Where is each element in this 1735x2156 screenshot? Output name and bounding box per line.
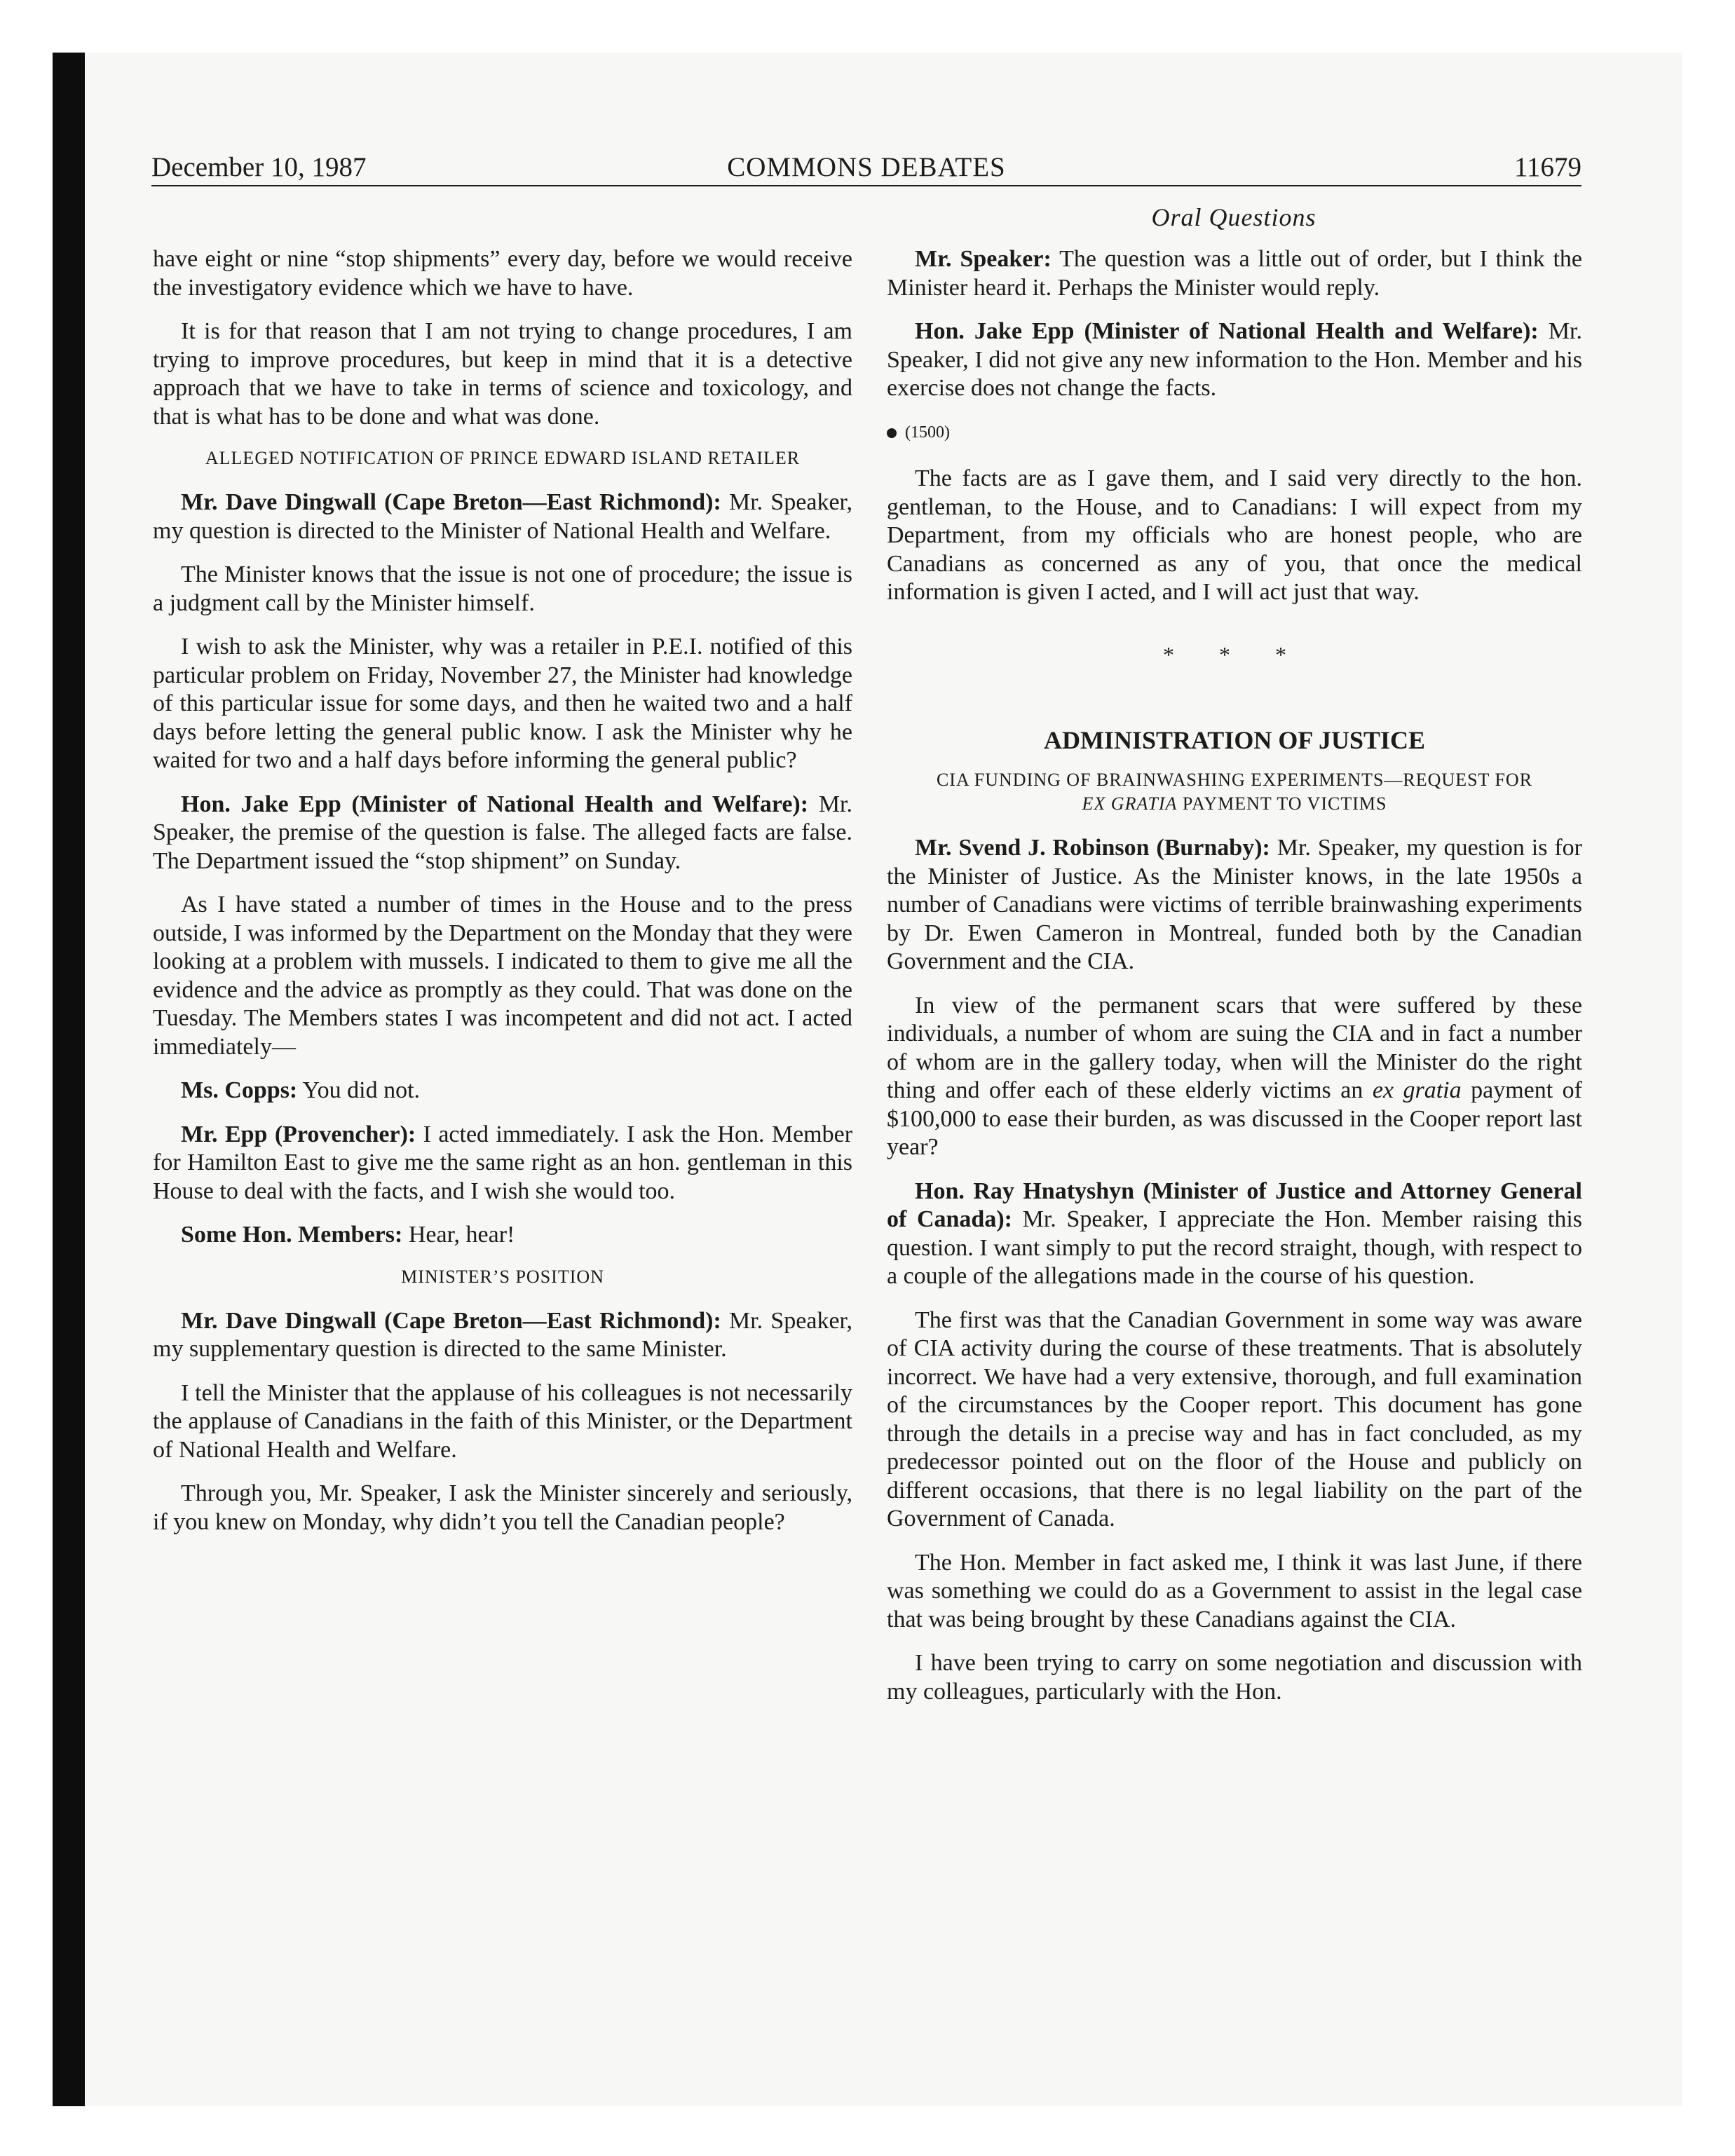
subheading-line: CIA FUNDING OF BRAINWASHING EXPERIMENTS—REQUEST FOR — [936, 770, 1533, 790]
scan-edge — [53, 53, 85, 2106]
speech-paragraph — [153, 489, 852, 545]
italic-text: ex gratia — [1372, 1077, 1462, 1103]
subheading — [887, 768, 1582, 816]
speaker-name: Hon. Jake Epp (Minister of National Health and Welfare): — [181, 791, 809, 817]
running-head — [151, 150, 1581, 185]
paragraph-text: In view of the permanent scars that were suffered by these individuals, a number of whom are suing the CIA and in fact a number of whom are in the gallery today, when will the Minister do the right thing and offer each of these elderly victims an — [887, 992, 1582, 1103]
time-stamp: (1500) — [905, 423, 950, 442]
speaker-name: Some Hon. Members: — [181, 1222, 403, 1248]
paragraph: Through you, Mr. Speaker, I ask the Minister sincerely and seriously, if you knew on Monday, why didn’t you tell the Canadian people? — [153, 1480, 852, 1535]
paragraph: I have been trying to carry on some negotiation and discussion with my colleagues, particularly with the Hon. — [887, 1650, 1582, 1705]
paragraph — [887, 992, 1582, 1162]
speech-paragraph — [153, 1221, 852, 1250]
paragraph: I tell the Minister that the applause of his colleagues is not necessarily the applause of Canadians in the faith of this Minister, or the Department of National Health and Welfare. — [153, 1379, 852, 1463]
speech-paragraph — [887, 245, 1582, 302]
paragraph-text: payment of $100,000 to ease their burden, as was discussed in the Cooper report last year? — [887, 1077, 1582, 1160]
speech-text: Mr. Speaker, my question is directed to the Minister of National Health and Welfare. — [153, 489, 852, 544]
speaker-name: Mr. Epp (Provencher): — [181, 1121, 416, 1147]
speaker-name: Ms. Copps: — [181, 1077, 298, 1103]
speech-paragraph — [153, 791, 852, 876]
left-column — [153, 245, 852, 1552]
speech-text: I acted immediately. I ask the Hon. Member for Hamilton East to give me the same right as an hon. gentleman in this House to deal with the facts, and I wish she would too. — [153, 1121, 853, 1204]
header-date: December 10, 1987 — [151, 152, 367, 182]
speech-text: Mr. Speaker, I did not give any new information to the Hon. Member and his exercise does not change the facts. — [887, 318, 1582, 401]
section-break-stars: * * * — [1163, 641, 1306, 667]
paragraph: The Minister knows that the issue is not one of procedure; the issue is a judgment call by the Minister himself. — [153, 561, 852, 616]
subheading-line: PAYMENT TO VICTIMS — [1177, 793, 1387, 814]
paragraph: I wish to ask the Minister, why was a retailer in P.E.I. notified of this particular problem on Friday, November 27, the Minister had knowledge of this particular issue for some days, and then he waited two and a half days before letting the general public know. I ask the Minister why he waited for two and a half days before informing the general public? — [153, 634, 852, 773]
speech-paragraph — [887, 1178, 1582, 1291]
header-title: COMMONS DEBATES — [727, 152, 1006, 182]
speech-text: Mr. Speaker, my supplementary question is directed to the same Minister. — [153, 1307, 852, 1362]
speaker-name: Mr. Dave Dingwall (Cape Breton—East Richmond): — [181, 1307, 721, 1334]
header-rule — [151, 185, 1581, 186]
paragraph: The facts are as I gave them, and I said very directly to the hon. gentleman, to the House, and to Canadians: I will expect from my Department, from my officials who are honest people, who are Canadians as concerned as any of you, that once the medical information is given I acted, and I will act just that way. — [887, 465, 1582, 605]
subheading: ALLEGED NOTIFICATION OF PRINCE EDWARD ISLAND RETAILER — [205, 448, 801, 468]
speech-text: Mr. Speaker, my question is for the Minister of Justice. As the Minister knows, in the late 1950s a number of Canadians were victims of terrible brainwashing experiments by Dr. Ewen Cameron in Montreal, funded both by the Canadian Government and the CIA. — [887, 835, 1582, 974]
speaker-name: Hon. Jake Epp (Minister of National Health and Welfare): — [915, 318, 1539, 344]
speech-text: You did not. — [302, 1077, 421, 1103]
speech-paragraph — [887, 318, 1582, 403]
speech-text: Hear, hear! — [408, 1222, 515, 1248]
speaker-name: Mr. Speaker: — [915, 246, 1052, 272]
speaker-name: Hon. Ray Hnatyshyn (Minister of Justice and Attorney General of Canada): — [887, 1178, 1582, 1232]
paragraph: have eight or nine “stop shipments” every day, before we would receive the investigatory evidence which we have to have. — [153, 246, 852, 301]
speech-paragraph — [153, 1077, 852, 1105]
subheading: MINISTER’S POSITION — [401, 1266, 604, 1287]
paragraph: As I have stated a number of times in the House and to the press outside, I was informed by the Department on the Monday that they were looking at a problem with mussels. I indicated to them to give me all the evidence and the advice as promptly as they could. That was done on the Tuesday. The Members states I was incompetent and did not act. I acted immediately— — [153, 892, 853, 1060]
header-page-number: 11679 — [1513, 152, 1581, 182]
paragraph: The first was that the Canadian Government in some way was aware of CIA activity during the course of these treatments. That is absolutely incorrect. We have had a very extensive, thorough, and full examination of the circumstances by the Cooper report. This document has gone through the details in a precise way and has in fact concluded, as my predecessor pointed out on the floor of the House and publicly on different occasions, that there is no legal liability on the part of the Government of Canada. — [887, 1306, 1582, 1531]
subheading-italic: EX GRATIA — [1082, 793, 1178, 814]
section-label: Oral Questions — [1151, 203, 1316, 231]
paragraph: It is for that reason that I am not trying to change procedures, I am trying to improve procedures, but keep in mind that it is a detective approach that we have to take in terms of science and toxicology, and that is what has to be done and what was done. — [153, 318, 852, 430]
speaker-name: Mr. Dave Dingwall (Cape Breton—East Richmond): — [181, 489, 721, 515]
right-column — [887, 245, 1582, 1721]
speech-paragraph — [887, 834, 1582, 976]
speech-text: The question was a little out of order, but I think the Minister heard it. Perhaps the Minister would reply. — [887, 246, 1582, 301]
paragraph: The Hon. Member in fact asked me, I think it was last June, if there was something we could do as a Government to assist in the legal case that was being brought by these Canadians against the CIA. — [887, 1549, 1582, 1632]
bullet-icon — [887, 428, 897, 438]
section-heading: ADMINISTRATION OF JUSTICE — [1043, 726, 1426, 754]
time-mark — [887, 418, 1582, 447]
speech-paragraph — [153, 1121, 852, 1206]
speech-text: Mr. Speaker, the premise of the question is false. The alleged facts are false. The Department issued the “stop shipment” on Sunday. — [153, 791, 853, 874]
speech-text: Mr. Speaker, I appreciate the Hon. Member raising this question. I want simply to put the record straight, though, with respect to a couple of the allegations made in the course of his question. — [887, 1206, 1582, 1289]
speaker-name: Mr. Svend J. Robinson (Burnaby): — [915, 835, 1270, 861]
speech-paragraph — [153, 1307, 852, 1364]
